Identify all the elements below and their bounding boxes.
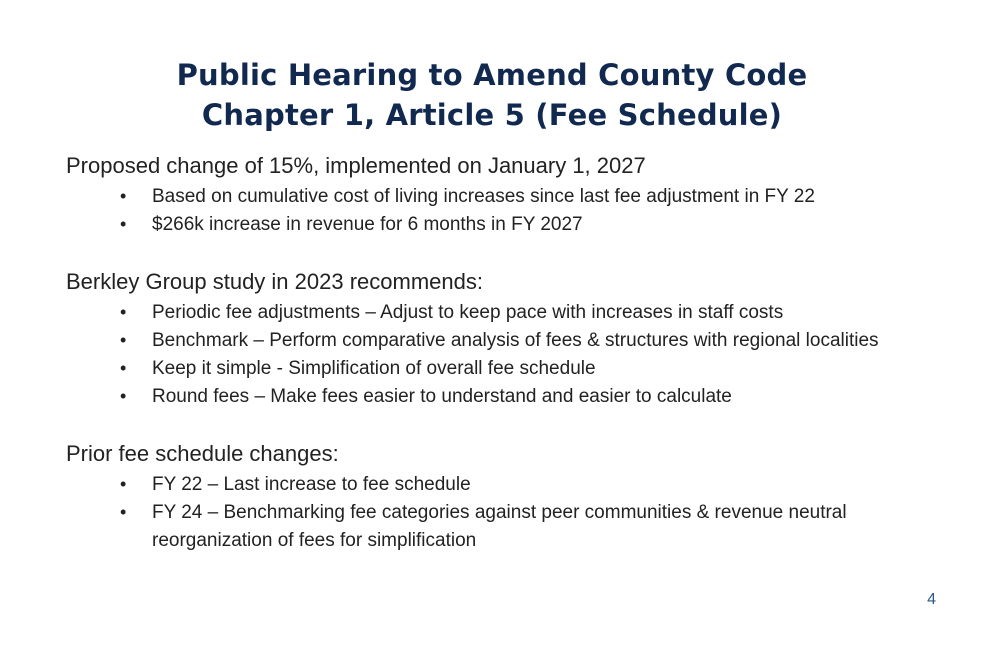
bullet-text: Based on cumulative cost of living increases since last fee adjustment in FY 22	[152, 186, 815, 207]
section-heading: Prior fee schedule changes:	[66, 441, 339, 466]
bullet-text: Benchmark – Perform comparative analysis of fees & structures with regional localities	[152, 330, 879, 351]
page-number: 4	[927, 591, 936, 608]
bullet-item	[66, 299, 942, 327]
bullet-item	[66, 211, 942, 239]
section-heading: Berkley Group study in 2023 recommends:	[66, 269, 483, 294]
bullet-text: FY 22 – Last increase to fee schedule	[152, 474, 471, 495]
bullet-icon: •	[120, 214, 127, 234]
slide-title-line-2: Chapter 1, Article 5 (Fee Schedule)	[201, 98, 783, 132]
bullet-icon: •	[120, 474, 127, 494]
bullet-text: Round fees – Make fees easier to understand and easier to calculate	[152, 386, 732, 407]
section-proposed-change	[66, 151, 946, 239]
bullet-item	[66, 499, 942, 555]
bullet-text: FY 24 – Benchmarking fee categories against peer communities & revenue neutral reorganization of fees for simplification	[152, 502, 847, 551]
bullet-icon: •	[120, 302, 127, 322]
bullet-text: $266k increase in revenue for 6 months in FY 2027	[152, 214, 583, 235]
bullet-item	[66, 471, 942, 499]
slide-title-line-1: Public Hearing to Amend County Code	[176, 58, 808, 92]
slide-content	[66, 151, 946, 555]
section-heading: Proposed change of 15%, implemented on January 1, 2027	[66, 153, 646, 178]
bullet-icon: •	[120, 386, 127, 406]
bullet-icon: •	[120, 358, 127, 378]
bullet-text: Periodic fee adjustments – Adjust to keep pace with increases in staff costs	[152, 302, 784, 323]
bullet-text: Keep it simple - Simplification of overall fee schedule	[152, 358, 596, 379]
bullet-list	[66, 299, 946, 411]
bullet-icon: •	[120, 330, 127, 350]
bullet-item	[66, 355, 942, 383]
section-berkley-study	[66, 267, 946, 411]
bullet-icon: •	[120, 186, 127, 206]
section-prior-changes	[66, 439, 946, 555]
bullet-item	[66, 327, 942, 355]
slide-title	[0, 55, 984, 135]
bullet-list	[66, 471, 946, 555]
bullet-icon: •	[120, 502, 127, 522]
bullet-item	[66, 183, 942, 211]
bullet-list	[66, 183, 946, 239]
bullet-item	[66, 383, 942, 411]
